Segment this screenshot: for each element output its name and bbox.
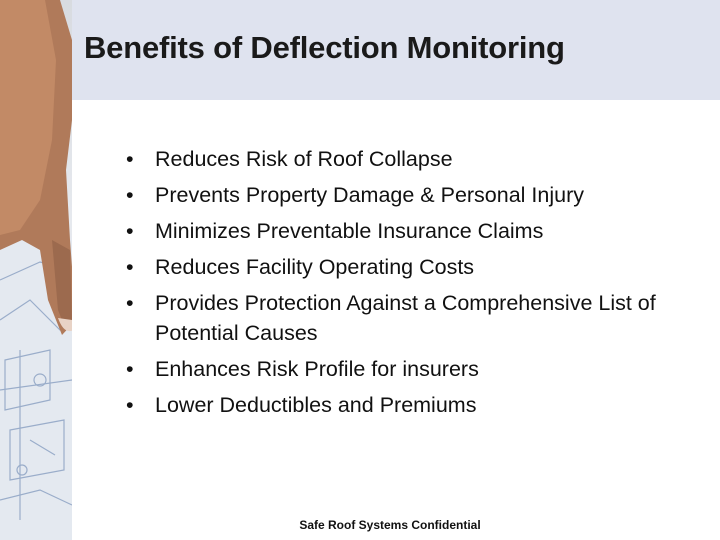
footer-confidential: Safe Roof Systems Confidential — [299, 518, 481, 532]
bullet-dot: • — [126, 219, 134, 243]
bullet-dot: • — [126, 393, 134, 417]
bullet-item: • Prevents Property Damage & Personal Injury — [126, 180, 706, 210]
bullet-dot: • — [126, 147, 134, 171]
bullet-item: • Lower Deductibles and Premiums — [126, 390, 706, 420]
bullet-dot: • — [126, 291, 134, 315]
bullet-item: • Minimizes Preventable Insurance Claims — [126, 216, 706, 246]
bullet-dot: • — [126, 255, 134, 279]
bullet-dot: • — [126, 357, 134, 381]
hand-blueprint-photo — [0, 0, 72, 540]
bullet-item: • Provides Protection Against a Comprehensive List of Potential Causes — [126, 288, 706, 348]
bullet-list — [126, 144, 706, 420]
bullet-item: • Enhances Risk Profile for insurers — [126, 354, 706, 384]
hand-blueprint-illustration — [0, 0, 72, 540]
bullet-dot: • — [126, 183, 134, 207]
bullet-item: • Reduces Risk of Roof Collapse — [126, 144, 706, 174]
slide-title: Benefits of Deflection Monitoring — [84, 30, 565, 65]
bullet-item: • Reduces Facility Operating Costs — [126, 252, 706, 282]
